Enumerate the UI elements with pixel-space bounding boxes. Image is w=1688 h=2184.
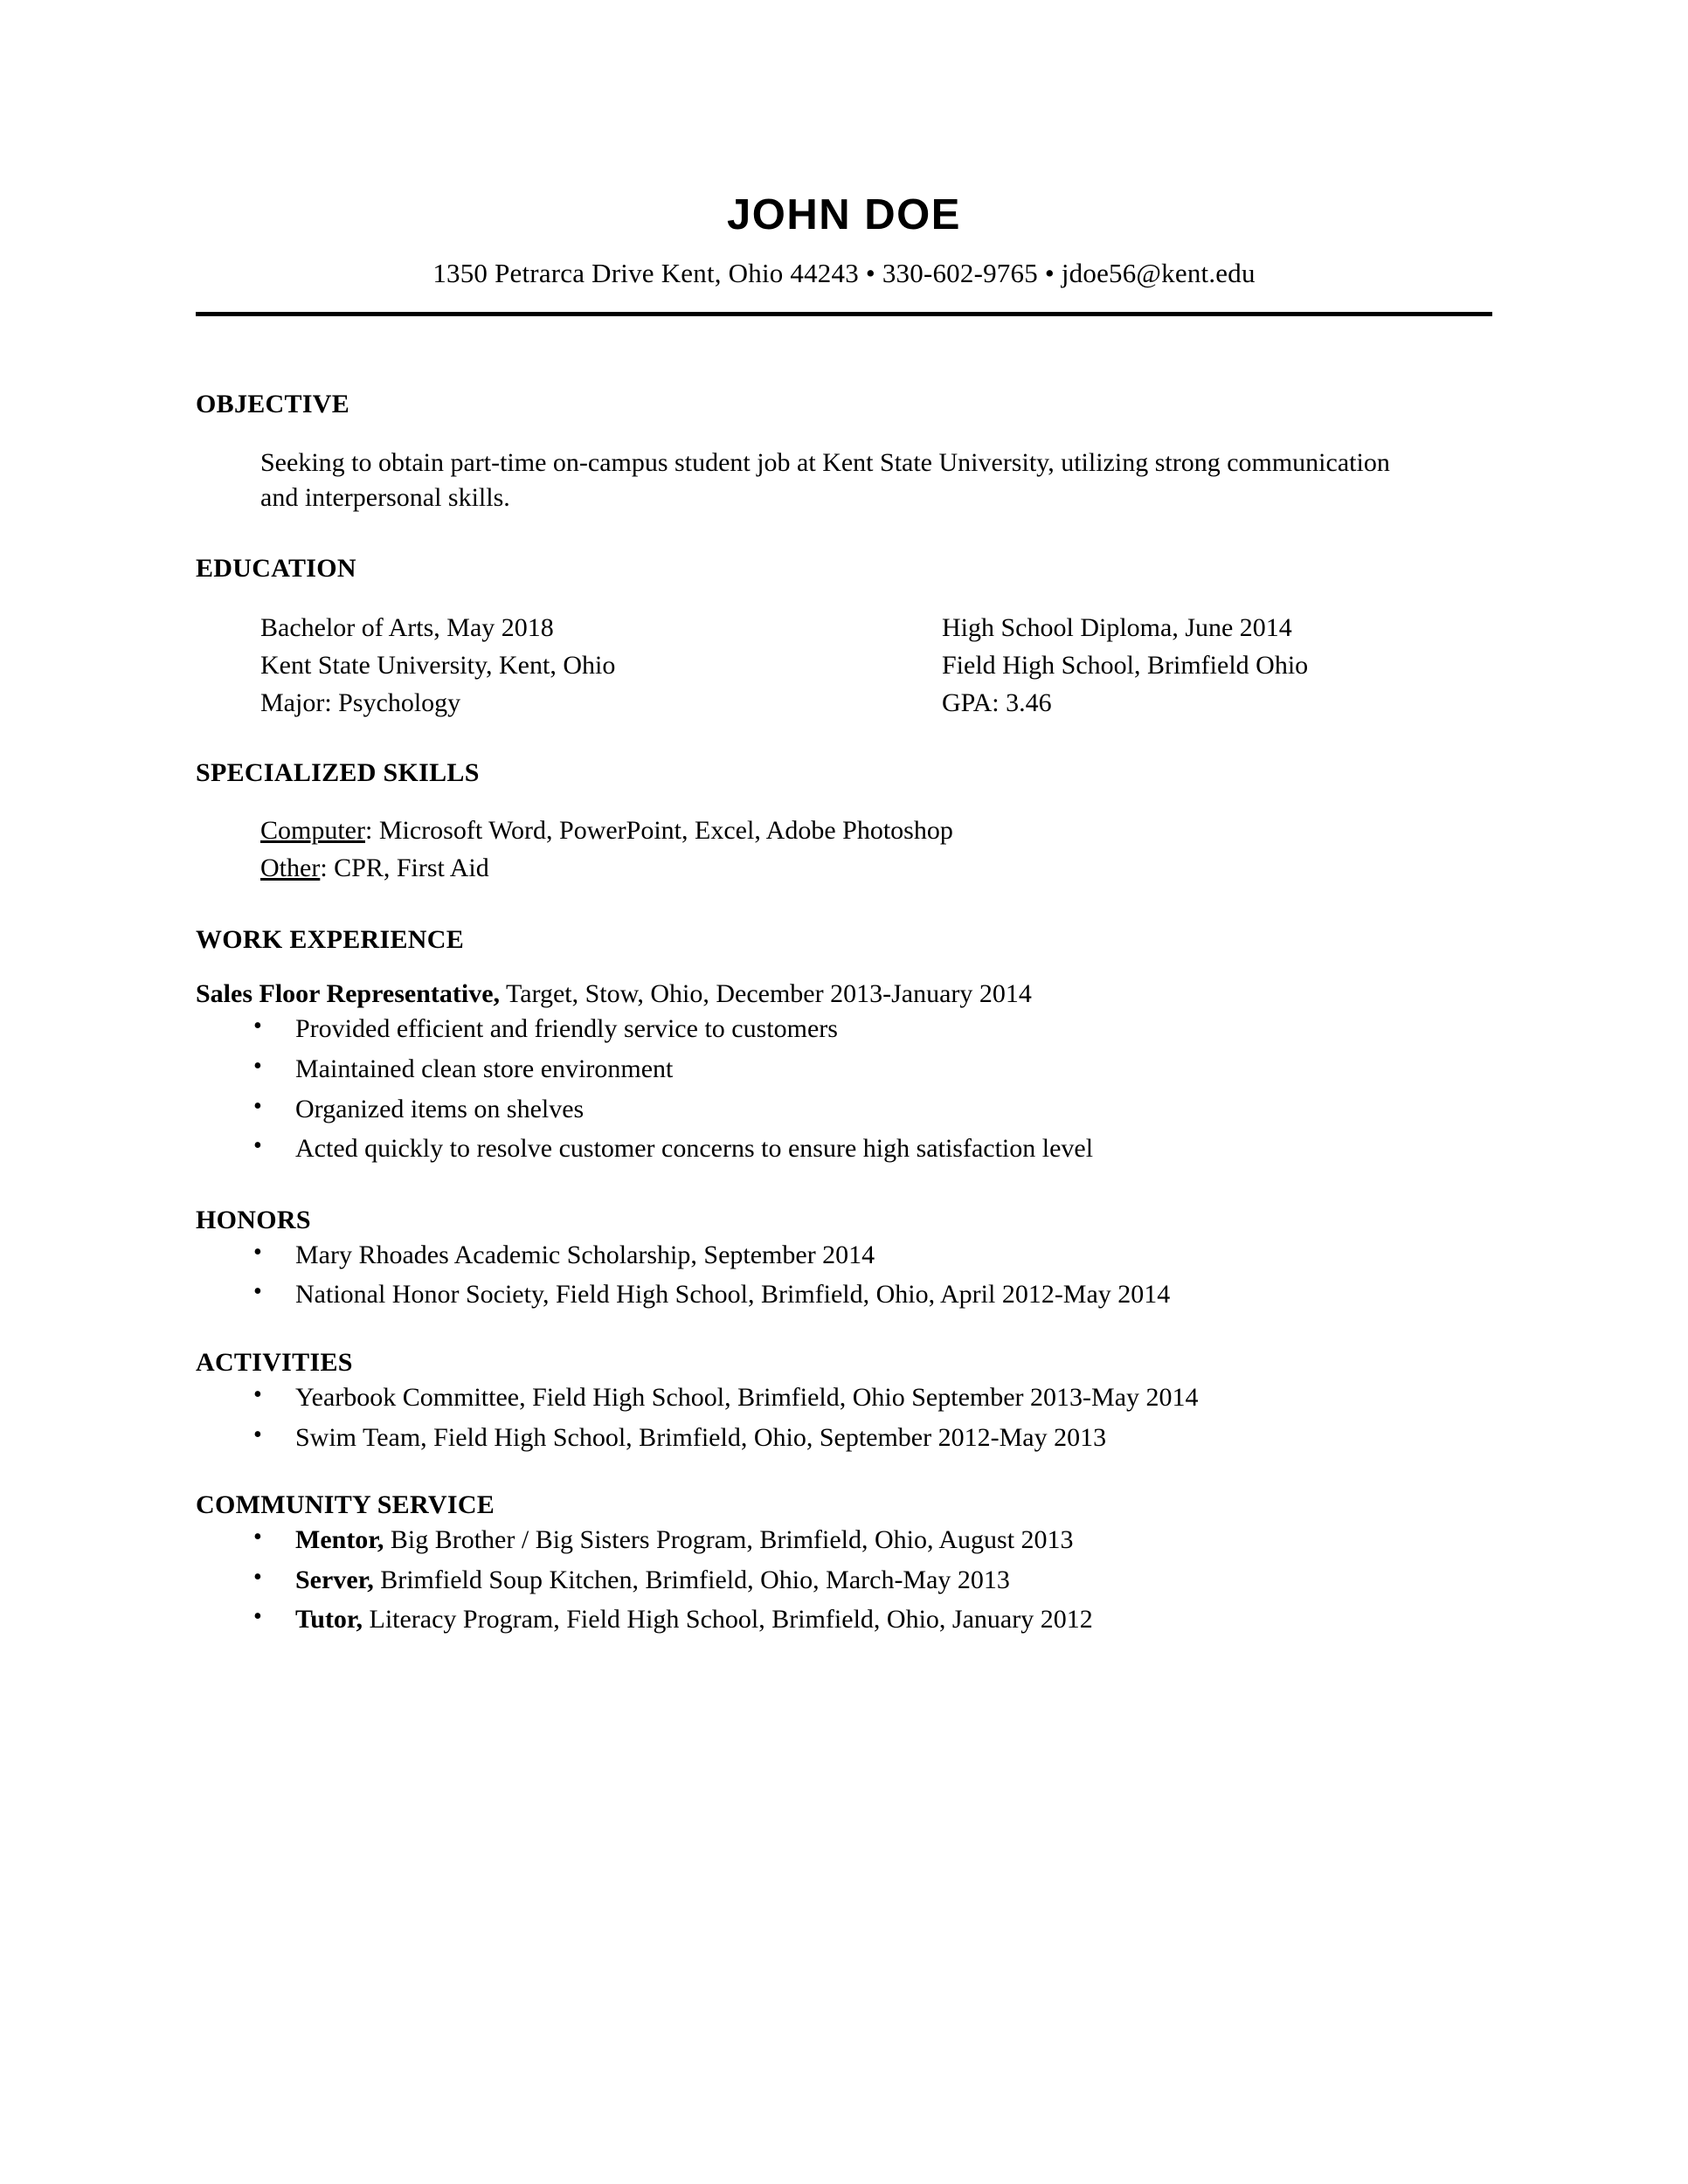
section-heading-activities: ACTIVITIES [196,1347,353,1377]
work-job-line [196,979,1492,1009]
honors-bullet-list [196,1241,1492,1320]
section-specialized-skills [196,758,1492,887]
list-item [196,1565,1492,1606]
section-heading-skills: SPECIALIZED SKILLS [196,758,480,788]
community-detail: Brimfield Soup Kitchen, Brimfield, Ohio, March-May 2013 [373,1565,1010,1594]
education-right-line-1: High School Diploma, June 2014 [942,613,1292,643]
community-detail: Big Brother / Big Sisters Program, Brimfield, Ohio, August 2013 [384,1525,1074,1555]
list-item: • Maintained clean store environment [196,1054,1492,1095]
work-bullet-list [196,1014,1492,1173]
list-item [196,1605,1492,1645]
list-item: • Provided efficient and friendly service to customers [196,1014,1492,1054]
list-item: • Mary Rhoades Academic Scholarship, September 2014 [196,1241,1492,1281]
section-heading-work: WORK EXPERIENCE [196,925,465,955]
section-activities [196,1348,1492,1462]
section-education [196,554,1492,722]
community-detail: Literacy Program, Field High School, Brimfield, Ohio, January 2012 [363,1605,1093,1635]
header-divider [196,312,1492,316]
section-heading-honors: HONORS [196,1205,311,1234]
community-bullet-list [196,1525,1492,1645]
list-item: • Yearbook Committee, Field High School, Brimfield, Ohio September 2013-May 2014 [196,1383,1492,1423]
activities-bullet-list [196,1383,1492,1462]
skills-label-other: Other [260,853,321,882]
skills-row-other [260,850,1492,888]
education-left-line-2: Kent State University, Kent, Ohio [260,650,616,680]
education-right-line-3: GPA: 3.46 [942,688,1052,717]
section-objective [196,390,1492,515]
education-right-line-2: Field High School, Brimfield Ohio [942,650,1309,680]
list-item: • National Honor Society, Field High School, Brimfield, Ohio, April 2012-May 2014 [196,1280,1492,1320]
work-job-title: Sales Floor Representative, [196,979,501,1009]
skills-label-computer: Computer [260,816,365,846]
contact-line: 1350 Petrarca Drive Kent, Ohio 44243 • 330-602-9765 • jdoe56@kent.edu [432,258,1256,288]
education-grid [196,610,1492,722]
section-work-experience [196,925,1492,1173]
education-left-line-1: Bachelor of Arts, May 2018 [260,613,554,643]
section-heading-education: EDUCATION [196,554,356,584]
community-role: Server, [295,1565,374,1594]
community-role: Mentor, [295,1525,384,1555]
section-honors [196,1206,1492,1320]
skills-row-computer [260,812,1492,850]
section-community-service [196,1490,1492,1645]
objective-text: Seeking to obtain part-time on-campus student job at Kent State University, utilizing strong communication and interpersonal skills. [260,448,1390,513]
page-title: JOHN DOE [727,191,961,238]
work-job-detail: Target, Stow, Ohio, December 2013-January 2014 [500,979,1032,1009]
list-item: • Swim Team, Field High School, Brimfield, Ohio, September 2012-May 2013 [196,1423,1492,1463]
skills-value-other: : CPR, First Aid [320,853,489,882]
skills-body [196,812,1492,887]
education-left-line-3: Major: Psychology [260,688,461,717]
skills-value-computer: : Microsoft Word, PowerPoint, Excel, Adobe Photoshop [365,816,953,846]
section-heading-community: COMMUNITY SERVICE [196,1490,495,1520]
section-heading-objective: OBJECTIVE [196,390,350,418]
community-role: Tutor, [295,1605,363,1635]
list-item: • Acted quickly to resolve customer concerns to ensure high satisfaction level [196,1134,1492,1174]
list-item: • Organized items on shelves [196,1095,1492,1135]
list-item [196,1525,1492,1565]
